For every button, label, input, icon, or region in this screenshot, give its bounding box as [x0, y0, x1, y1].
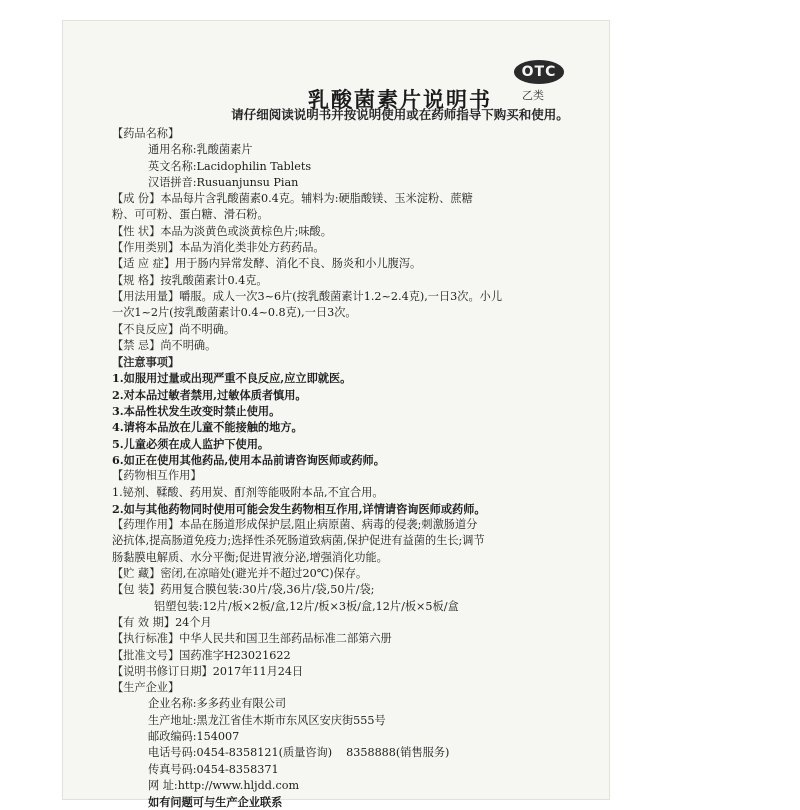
precaution-item: 2.对本品过敏者禁用,过敏体质者慎用。: [112, 387, 307, 402]
precaution-item: 5.儿童必须在成人监护下使用。: [112, 436, 270, 451]
manufacturer-postcode-row: 邮政编码:154007: [148, 729, 240, 743]
interactions-heading: 【药物相互作用】: [112, 469, 202, 483]
pharmacology-row: 【药理作用】本品在肠道形成保护层,阻止病原菌、病毒的侵袭;刺激肠道分: [112, 518, 478, 532]
footer-note: 如有问题可与生产企业联系: [148, 795, 283, 810]
dosage-row-cont: 一次1~2片(按乳酸菌素计0.4~0.8克),一日3次。: [112, 306, 357, 320]
pinyin-name-row: 汉语拼音:Rusuanjunsu Pian: [148, 175, 299, 189]
manufacturer-name-row: 企业名称:多多药业有限公司: [148, 697, 287, 711]
interaction-item: 1.铋剂、鞣酸、药用炭、酊剂等能吸附本品,不宜合用。: [112, 485, 384, 499]
package-row: 【包 装】药用复合膜包装:30片/袋,36片/袋,50片/袋;: [112, 583, 375, 597]
adverse-row: 【不良反应】尚不明确。: [112, 322, 236, 336]
package-row-cont: 铝塑包装:12片/板×2板/盒,12片/板×3板/盒,12片/板×5板/盒: [154, 599, 459, 613]
validity-row: 【有 效 期】24个月: [112, 615, 212, 629]
pharmacology-row-cont: 肠黏膜电解质、水分平衡;促进胃液分泌,增强消化功能。: [112, 550, 388, 564]
otc-class-label: 乙类: [522, 89, 544, 102]
revision-row: 【说明书修订日期】2017年11月24日: [112, 664, 304, 678]
ingredients-row: 【成 份】本品每片含乳酸菌素0.4克。辅料为:硬脂酸镁、玉米淀粉、蔗糖: [112, 192, 473, 206]
otc-badge: OTC: [514, 60, 564, 84]
manufacturer-fax-row: 传真号码:0454-8358371: [148, 762, 279, 776]
character-row: 【性 状】本品为淡黄色或淡黄棕色片;味酸。: [112, 224, 332, 238]
storage-row: 【贮 藏】密闭,在凉暗处(避光并不超过20℃)保存。: [112, 567, 368, 581]
manufacturer-heading: 【生产企业】: [112, 681, 180, 695]
precaution-item: 3.本品性状发生改变时禁止使用。: [112, 404, 281, 419]
precaution-item: 1.如服用过量或出现严重不良反应,应立即就医。: [112, 371, 352, 386]
interaction-item: 2.如与其他药物同时使用可能会发生药物相互作用,详情请咨询医师或药师。: [112, 501, 486, 516]
generic-name-row: 通用名称:乳酸菌素片: [148, 143, 253, 157]
category-row: 【作用类别】本品为消化类非处方药药品。: [112, 241, 325, 255]
manufacturer-address-row: 生产地址:黑龙江省佳木斯市东风区安庆街555号: [148, 713, 386, 727]
pharmacology-row-cont: 泌抗体,提高肠道免疫力;选择性杀死肠道致病菌,保护促进有益菌的生长;调节: [112, 534, 485, 548]
manufacturer-web-row: 网 址:http://www.hljdd.com: [148, 778, 300, 792]
precaution-item: 6.如正在使用其他药品,使用本品前请咨询医师或药师。: [112, 452, 385, 467]
standard-row: 【执行标准】中华人民共和国卫生部药品标准二部第六册: [112, 632, 392, 646]
dosage-row: 【用法用量】嚼服。成人一次3~6片(按乳酸菌素计1.2~2.4克),一日3次。小儿: [112, 289, 503, 303]
manufacturer-phone-row: 电话号码:0454-8358121(质量咨询) 8358888(销售服务): [148, 746, 450, 760]
contraindications-row: 【禁 忌】尚不明确。: [112, 338, 217, 352]
instruction-body: [112, 126, 552, 810]
precautions-heading: 【注意事项】: [112, 355, 180, 370]
indications-row: 【适 应 症】用于肠内异常发酵、消化不良、肠炎和小儿腹泻。: [112, 257, 422, 271]
specification-row: 【规 格】按乳酸菌素计0.4克。: [112, 273, 268, 287]
precaution-item: 4.请将本品放在儿童不能接触的地方。: [112, 420, 303, 435]
drug-name-heading: 【药品名称】: [112, 127, 180, 140]
english-name-row: 英文名称:Lacidophilin Tablets: [148, 159, 312, 173]
document-subtitle: 请仔细阅读说明书并按说明使用或在药师指导下购买和使用。: [231, 107, 569, 122]
document-title: 乳酸菌素片说明书: [308, 87, 492, 112]
approval-row: 【批准文号】国药准字H23021622: [112, 648, 291, 662]
ingredients-row-cont: 粉、可可粉、蛋白糖、滑石粉。: [112, 208, 269, 222]
